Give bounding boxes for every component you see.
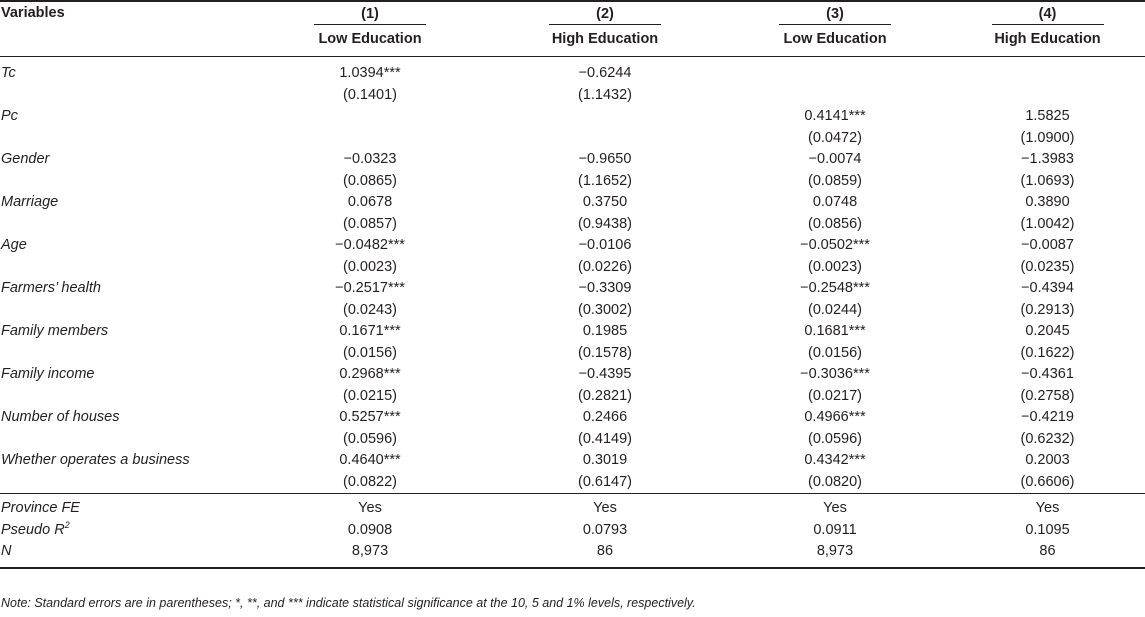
se-cell: (0.0596) [342,430,397,447]
stat-cell: 0.0793 [582,521,628,538]
stat-cell: Yes [950,494,1145,520]
se-cell: (1.1432) [577,86,632,103]
coef-cell: 0.2968*** [339,366,401,382]
stat-cell: 0.1095 [1025,521,1070,538]
stat-cell: Yes [250,494,490,520]
table-row-fixed-effects [0,494,1145,520]
se-cell: (0.0865) [342,172,397,189]
coef-cell: −0.4361 [1021,366,1074,382]
se-cell: (0.2758) [1020,387,1075,404]
table-note: Note: Standard errors are in parentheses; *, **, and *** indicate statistical significance at the 10, 5 and 1% levels, respectively. [1,596,696,610]
coef-cell: −0.0106 [578,237,632,253]
se-cell: (0.6606) [1020,473,1075,490]
table-row-se [0,386,1145,408]
se-cell: (0.6232) [1020,430,1075,447]
se-cell: (0.2913) [1020,301,1075,318]
coef-cell: 0.1985 [582,323,628,339]
table-row-se [0,429,1145,451]
variable-name: Family members [1,323,109,339]
coef-cell: 0.4342*** [804,452,866,468]
table-body [0,57,1145,568]
coef-cell [720,57,950,85]
coef-cell: −0.0323 [343,151,397,167]
column-number-2: (2) [490,1,720,26]
coef-cell: −0.2517*** [335,280,405,296]
se-cell: (0.0859) [807,172,862,189]
coef-cell: −0.0502*** [800,237,870,253]
stat-cell: 8,973 [720,541,950,568]
coef-cell: 0.3750 [582,194,628,210]
coef-cell: −0.3036*** [800,366,870,382]
table-header [0,1,1145,57]
se-cell: (0.0856) [807,215,862,232]
se-cell: (0.0226) [577,258,632,275]
table-row-coef [0,235,1145,257]
variable-name: Age [1,237,27,253]
column-number-1: (1) [250,1,490,26]
variable-name: Marriage [1,194,59,210]
coef-cell: −0.4219 [1021,409,1074,425]
table-row-coef [0,278,1145,300]
se-cell: (0.0023) [807,258,862,275]
stat-cell: 86 [950,541,1145,568]
se-cell: (0.9438) [577,215,632,232]
coef-cell: −0.4394 [1021,280,1074,296]
se-cell: (0.0215) [342,387,397,404]
table-row-se [0,128,1145,150]
coef-cell: −0.4395 [578,366,632,382]
table-row-se [0,472,1145,494]
variable-name: N [0,541,250,568]
variable-name: Pc [1,108,18,124]
variable-name: Gender [1,151,50,167]
table-row-coef [0,321,1145,343]
table-row-coef [0,407,1145,429]
coef-cell [250,106,490,128]
se-cell [720,85,950,107]
header-row-numbers [0,1,1145,26]
se-cell [950,85,1145,107]
column-number-4: (4) [950,1,1145,26]
table-row-se [0,85,1145,107]
se-cell: (0.0857) [342,215,397,232]
coef-cell: 1.0394*** [339,65,401,81]
se-cell: (1.0693) [1020,172,1075,189]
se-cell: (0.0596) [807,430,862,447]
coef-cell: 0.0748 [812,194,858,210]
table-row-se [0,343,1145,365]
coef-cell [950,57,1145,85]
table-row-coef [0,364,1145,386]
column-label-4: High Education [950,26,1145,57]
se-cell [250,128,490,150]
table-row-coef [0,106,1145,128]
table-row-se [0,300,1145,322]
variables-header: Variables [0,1,250,26]
se-cell: (1.0042) [1020,215,1075,232]
coef-cell: −0.0087 [1021,237,1074,253]
coef-cell: 0.4640*** [339,452,401,468]
se-cell: (0.0472) [807,129,862,146]
coef-cell: 0.1681*** [804,323,866,339]
stat-cell: 8,973 [250,541,490,568]
variable-name: Pseudo $R^2$ [1,519,70,538]
column-label-1: Low Education [250,26,490,57]
se-cell: (0.0822) [342,473,397,490]
se-cell: (0.6147) [577,473,632,490]
superscript: 2 [64,519,70,530]
coef-cell: −0.6244 [578,65,632,81]
variable-name: Farmers’ health [1,280,101,296]
stat-cell: 86 [490,541,720,568]
variable-name: Number of houses [1,409,120,425]
coef-cell: 0.2045 [1025,323,1070,339]
header-row-labels [0,26,1145,57]
table-row-observations [0,541,1145,568]
coef-cell: 0.4966*** [804,409,866,425]
stat-cell: Yes [490,494,720,520]
se-cell [490,128,720,150]
se-cell: (0.0023) [342,258,397,275]
table-row-coef [0,450,1145,472]
se-cell: (0.0244) [807,301,862,318]
table-row-coef [0,57,1145,85]
coef-cell: 0.2003 [1025,452,1070,468]
coef-cell [490,106,720,128]
variable-name: Family income [1,366,95,382]
coef-cell: −0.2548*** [800,280,870,296]
se-cell: (0.3002) [577,301,632,318]
coef-cell: 0.0678 [347,194,393,210]
column-number-3: (3) [720,1,950,26]
se-cell: (0.0243) [342,301,397,318]
table-row-coef [0,192,1145,214]
coef-cell: 0.5257*** [339,409,401,425]
se-cell: (1.0900) [1020,129,1075,146]
coef-cell: 0.1671*** [339,323,401,339]
coef-cell: −0.9650 [578,151,632,167]
variable-name: Whether operates a business [1,452,190,468]
se-cell: (0.0235) [1020,258,1075,275]
stat-cell: 0.0911 [813,521,857,538]
coef-cell: −0.0482*** [335,237,405,253]
coef-cell: −1.3983 [1021,151,1074,167]
coef-cell: 0.2466 [582,409,628,425]
table-row-se [0,257,1145,279]
se-cell: (0.1578) [577,344,632,361]
coef-cell: 0.4141*** [804,108,866,124]
table-row-coef [0,149,1145,171]
stat-cell: Yes [720,494,950,520]
se-cell: (0.2821) [577,387,632,404]
stat-cell: 0.0908 [347,521,393,538]
table-row-pseudo-r2 [0,520,1145,542]
se-cell: (0.4149) [577,430,632,447]
se-cell: (0.0820) [807,473,862,490]
variable-name: Province FE [0,494,250,520]
se-cell: (0.0156) [807,344,862,361]
column-label-3: Low Education [720,26,950,57]
se-cell: (1.1652) [577,172,632,189]
coef-cell: 1.5825 [1025,108,1070,124]
coef-cell: −0.0074 [808,151,862,167]
se-cell: (0.1401) [342,86,397,103]
se-cell: (0.0156) [342,344,397,361]
se-cell: (0.0217) [807,387,862,404]
table-row-se [0,214,1145,236]
table-row-se [0,171,1145,193]
coef-cell: 0.3019 [582,452,628,468]
coef-cell: −0.3309 [578,280,632,296]
coef-cell: 0.3890 [1025,194,1070,210]
column-label-2: High Education [490,26,720,57]
variable-name: Tc [1,65,16,81]
se-cell: (0.1622) [1020,344,1075,361]
